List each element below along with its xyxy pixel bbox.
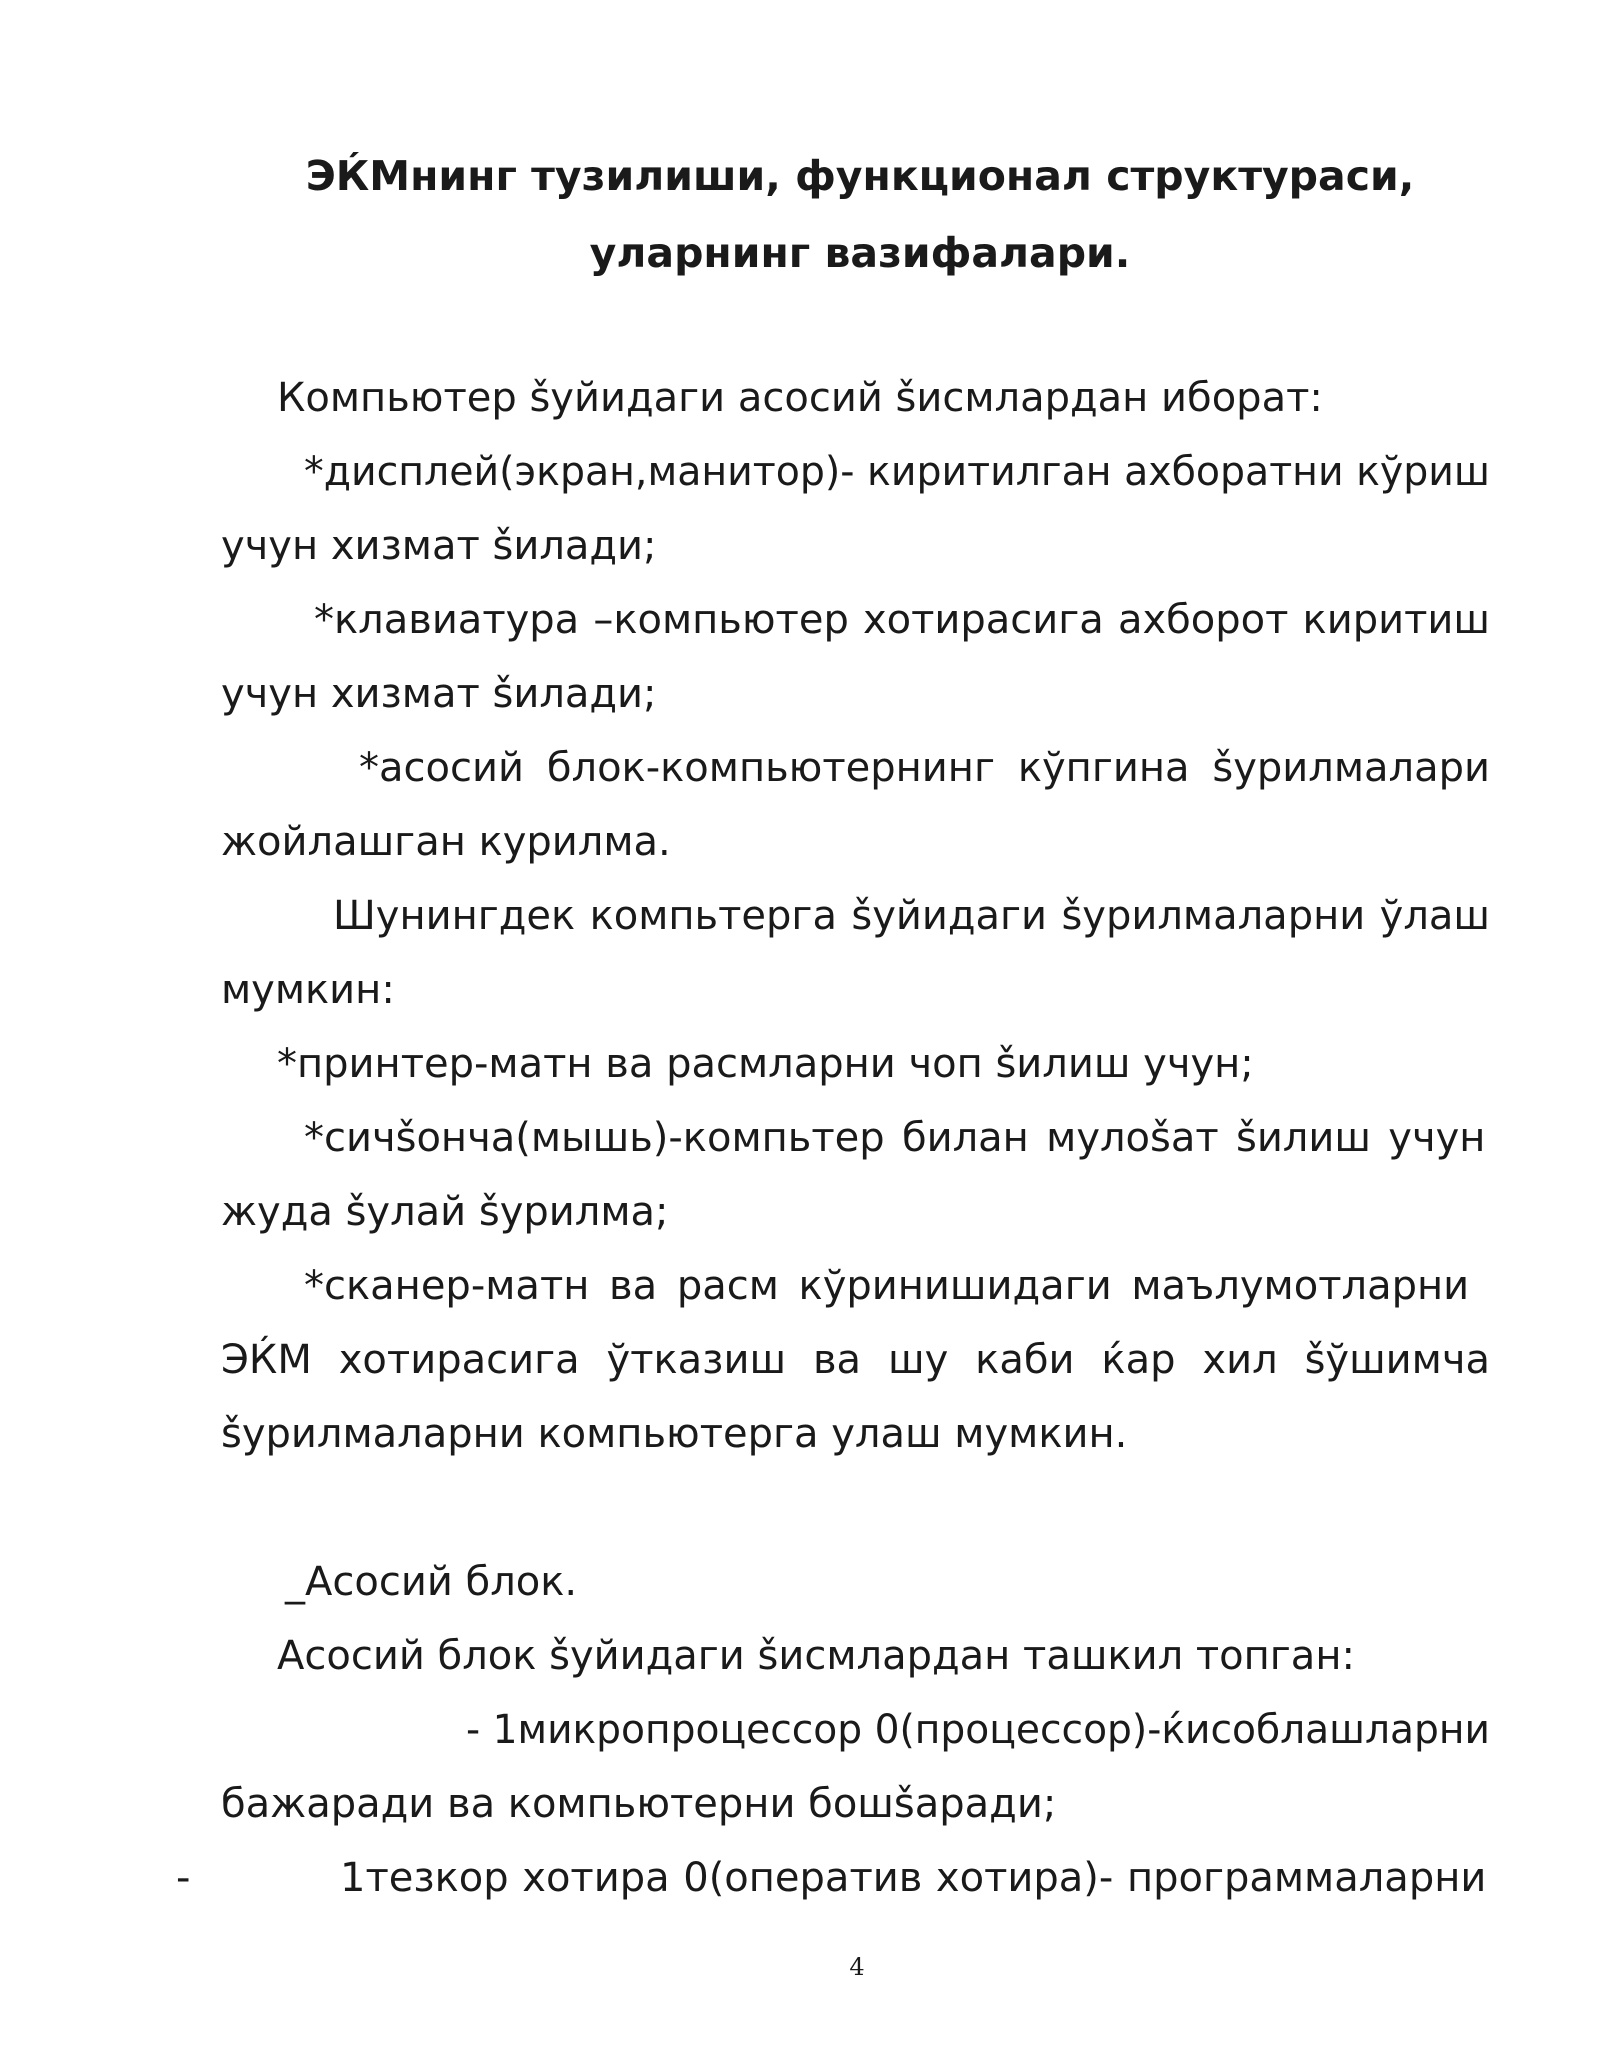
item-processor-line-2: бажаради ва компьютерни бошšаради; xyxy=(221,1781,1057,1827)
item-scanner-line-2: ЭЌМ хотирасига ўтказиш ва шу каби ќар хил šўшимча xyxy=(221,1337,1490,1383)
item-display-line-1: *дисплей(экран,манитор)- киритилган ахборатни кўриш xyxy=(304,449,1490,495)
title-line-1: ЭЌМнинг тузилиши, функционал структураси, xyxy=(305,152,1415,200)
section-heading-system-unit: _Асосий блок. xyxy=(285,1559,578,1605)
item-ram-line-1: 1тезкор хотира 0(оператив хотира)- программаларни xyxy=(340,1855,1487,1901)
page-number: 4 xyxy=(849,1953,865,1981)
item-printer: *принтер-матн ва расмларни чоп šилиш учун; xyxy=(277,1041,1254,1087)
item-processor-line-1: - 1микропроцессор 0(процессор)-ќисоблашларни xyxy=(466,1707,1490,1753)
item-system-unit-line-2: жойлашган курилма. xyxy=(221,819,671,865)
item-scanner-line-3: šурилмаларни компьютерга улаш мумкин. xyxy=(221,1411,1128,1457)
title-line-2: уларнинг вазифалари. xyxy=(589,229,1131,277)
paragraph-peripherals-line-2: мумкин: xyxy=(221,967,395,1013)
item-display-line-2: учун хизмат šилади; xyxy=(221,523,657,569)
item-ram-dash: - xyxy=(176,1855,191,1901)
item-mouse-line-1: *сичšонча(мышь)-компьтер билан мулоšат šилиш учун xyxy=(304,1115,1486,1161)
item-system-unit-line-1: *асосий блок-компьютернинг кўпгина šурилмалари xyxy=(359,745,1490,791)
paragraph-intro: Компьютер šуйидаги асосий šисмлардан иборат: xyxy=(277,375,1323,421)
item-keyboard-line-2: учун хизмат šилади; xyxy=(221,671,657,717)
item-mouse-line-2: жуда šулай šурилма; xyxy=(221,1189,669,1235)
paragraph-system-unit-parts: Асосий блок šуйидаги šисмлардан ташкил топган: xyxy=(277,1633,1355,1679)
item-scanner-line-1: *сканер-матн ва расм кўринишидаги маълумотларни xyxy=(304,1263,1470,1309)
item-keyboard-line-1: *клавиатура –компьютер хотирасига ахборот киритиш xyxy=(314,597,1490,643)
paragraph-peripherals-line-1: Шунингдек компьтерга šуйидаги šурилмаларни ўлаш xyxy=(333,893,1490,939)
